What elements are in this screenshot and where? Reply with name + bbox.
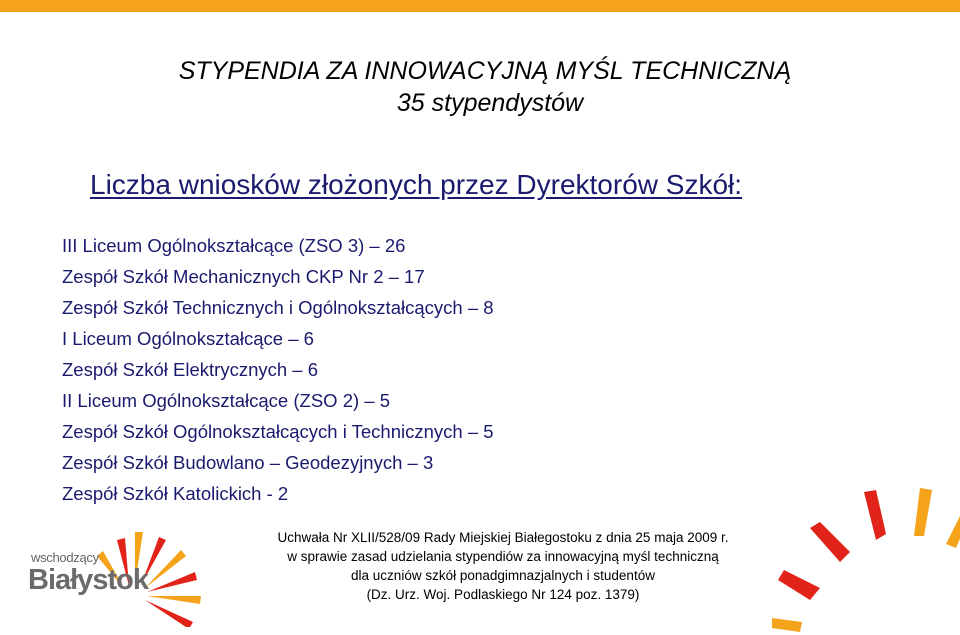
footer-line: dla uczniów szkół ponadgimnazjalnych i studentów <box>351 568 655 583</box>
logo-small-text: wschodzący <box>31 550 99 565</box>
top-accent-bar <box>0 0 960 12</box>
resolution-footer <box>268 528 738 604</box>
footer-line: (Dz. Urz. Woj. Podlaskiego Nr 124 poz. 1379) <box>366 587 640 602</box>
list-item: Zespół Szkół Mechanicznych CKP Nr 2 – 17 <box>62 266 425 287</box>
decorative-rays-icon <box>770 480 960 635</box>
footer-line: Uchwała Nr XLII/528/09 Rady Miejskiej Białegostoku z dnia 25 maja 2009 r. <box>277 530 729 545</box>
section-heading: Liczba wniosków złożonych przez Dyrektorów Szkół: <box>90 169 743 200</box>
list-item: II Liceum Ogólnokształcące (ZSO 2) – 5 <box>62 390 390 411</box>
footer-line: w sprawie zasad udzielania stypendiów za innowacyjną myśl techniczną <box>287 549 719 564</box>
page-title: STYPENDIA ZA INNOWACYJNĄ MYŚL TECHNICZNĄ <box>178 57 792 85</box>
school-list <box>62 230 494 509</box>
list-item: Zespół Szkół Budowlano – Geodezyjnych – 3 <box>62 452 434 473</box>
list-item: Zespół Szkół Technicznych i Ogólnokształcących – 8 <box>62 297 494 318</box>
list-item: III Liceum Ogólnokształcące (ZSO 3) – 26 <box>62 235 406 256</box>
page-subtitle: 35 stypendystów <box>396 89 584 117</box>
list-item: Zespół Szkół Katolickich - 2 <box>62 483 289 504</box>
list-item: I Liceum Ogólnokształcące – 6 <box>62 328 314 349</box>
list-item: Zespół Szkół Elektrycznych – 6 <box>62 359 319 380</box>
list-item: Zespół Szkół Ogólnokształcących i Technicznych – 5 <box>62 421 494 442</box>
logo-text: Białystok <box>28 564 148 596</box>
